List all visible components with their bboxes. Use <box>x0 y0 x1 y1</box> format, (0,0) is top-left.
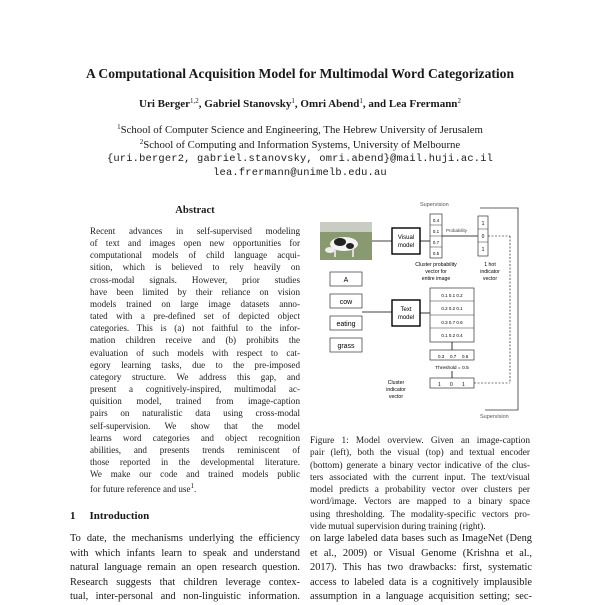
intro-line: on large labeled data bases such as ImageNet (Deng <box>310 533 532 544</box>
intro-line: tual, inter-personal and non-linguistic information. <box>70 591 300 602</box>
author-separator: , <box>198 98 202 110</box>
matrix-row: 0.3 0.7 0.6 <box>441 320 463 325</box>
vector-value: 0.5 <box>432 251 440 256</box>
caption-line: pair (left), both the visual (top) and textual encoder <box>310 448 530 459</box>
caption-line: vide mutual supervision during training (right). <box>310 522 486 533</box>
abstract-line: egory learning tasks, due to the pre-imposed <box>90 359 300 370</box>
supervision-top-label: Supervision <box>420 202 449 208</box>
abstract-line: evaluation of such models with respect to cat- <box>90 347 300 358</box>
intro-line: et al., 2009) or Visual Genome (Krishna et al., <box>310 547 532 559</box>
visual-model-box <box>392 228 420 254</box>
intro-left-column <box>70 532 300 605</box>
abstract-line: present a cognitively-inspired, multimodal ac- <box>90 384 300 395</box>
indicator-value: 1 <box>481 221 485 227</box>
affiliation-text: School of Computer Science and Engineering, The Hebrew University of Jerusalem <box>120 124 483 136</box>
abstract-line: tated with a pre-defined set of depicted object <box>90 311 300 322</box>
abstract-line: computational models of child language acqui- <box>90 250 300 261</box>
visual-model-label: model <box>397 243 415 249</box>
abstract-heading: Abstract <box>175 205 215 216</box>
author-name: Uri Berger <box>139 98 191 110</box>
abstract-line: categories. This is (a) not faithful to the infor- <box>90 323 300 334</box>
one-hot-label: indicator <box>480 269 500 275</box>
author-affil-mark: 1 <box>359 97 363 105</box>
abstract-line: models trained on large image datasets anno- <box>90 298 300 309</box>
visual-model-label: Visual <box>397 235 415 241</box>
author-name: Lea Frermann <box>388 98 458 110</box>
paper-title: A Computational Acquisition Model for Multimodal Word Categorization <box>85 66 515 81</box>
abstract-line: category structure. We address this gap, and <box>90 371 300 382</box>
matrix-row: 0.1 0.2 0.4 <box>441 333 463 338</box>
vector-value: 0.7 <box>450 354 457 359</box>
vector-value: 0.4 <box>432 218 440 223</box>
email-line-1: {uri.berger2, gabriel.stanovsky, omri.abend}@mail.huji.ac.il <box>106 153 494 165</box>
abstract-line: mation children receive and (b) prohibits the <box>90 335 300 346</box>
abstract-line: quisition model, trained from image-caption <box>90 396 300 407</box>
author-affil-mark: 1 <box>291 97 295 105</box>
intro-line: 2017). This has two drawbacks: first, systematic <box>310 562 532 573</box>
text-model-box <box>392 300 420 326</box>
author-name: Gabriel Stanovsky <box>204 98 292 110</box>
intro-line: access to labeled data is a cognitively implausible <box>310 576 532 588</box>
abstract-line-text: for future reference and use <box>90 484 191 495</box>
caption-line: using thresholding. The modality-specific vectors pro- <box>310 509 530 520</box>
cluster-prob-label: Cluster probability <box>415 262 457 268</box>
abstract-line: of text and images open new opportunities for <box>90 238 300 249</box>
intro-right-column <box>310 532 532 605</box>
one-hot-label: vector <box>482 276 498 282</box>
affil-mark: 1 <box>117 123 121 131</box>
email-line-2: lea.frermann@unimelb.edu.au <box>213 167 387 179</box>
text-model-label: Text <box>400 307 412 313</box>
one-hot-label: 1 hot <box>484 262 496 268</box>
footnote-mark: 1 <box>190 482 194 491</box>
word-token: grass <box>337 343 355 350</box>
vector-value: 0.1 <box>432 229 440 234</box>
caption-words <box>330 272 362 352</box>
sentence-end: . <box>193 484 197 495</box>
author-separator: , and <box>362 98 387 110</box>
abstract-body <box>90 225 300 495</box>
vector-value: 0.7 <box>432 240 440 245</box>
affil-mark: 2 <box>139 138 144 146</box>
caption-line: Figure 1: Model overview. Given an image-caption <box>310 436 530 446</box>
abstract-line: Recent advances in self-supervised modeling <box>90 226 300 236</box>
caption-line: ters associated with the current input. The text/visual <box>310 472 530 483</box>
cluster-indicator-label: vector <box>388 394 404 400</box>
author-list <box>0 97 600 110</box>
abstract-line: cross-modal signals. However, prior studies <box>90 274 300 285</box>
author-affil-mark: 1,2 <box>190 97 199 105</box>
word-probability-matrix <box>430 288 474 342</box>
affiliation-1 <box>0 123 600 136</box>
top-probability-vector <box>430 214 442 258</box>
matrix-row: 0.2 0.2 0.1 <box>441 306 463 311</box>
abstract-line: We make our code and trained models public <box>90 469 300 480</box>
word-token: cow <box>339 299 353 306</box>
abstract-line <box>90 480 300 495</box>
vector-value: 0.3 <box>438 354 445 359</box>
model-overview-figure <box>310 200 532 422</box>
caption-line: model predicts a probability vector over clusters per <box>310 485 530 496</box>
affiliation-text: School of Computing and Information Systems, University of Melbourne <box>143 139 461 151</box>
indicator-value: 0 <box>450 382 453 388</box>
abstract-line: self-supervision. We show that the model <box>90 420 300 431</box>
abstract-line: learns word categories and object recognition <box>90 432 300 443</box>
indicator-value: 1 <box>481 247 485 253</box>
supervision-bottom-label: Supervision <box>480 414 509 420</box>
abstract-line: abilities, and presents trends reminiscent of <box>90 444 300 455</box>
word-token: A <box>343 277 349 284</box>
text-model-label: model <box>397 315 415 321</box>
cluster-indicator-label: Cluster <box>387 380 405 386</box>
caption-line: word/image. Vectors are mapped to a binary space <box>310 497 530 508</box>
intro-line: assumption in a language acquisition setting; sec- <box>310 591 532 602</box>
abstract-line: pairs on naturalistic data using cross-modal <box>90 408 300 419</box>
intro-line: To date, the mechanisms underlying the efficiency <box>70 533 300 544</box>
word-token: eating <box>336 321 356 328</box>
intro-line: natural language remain an open research question. <box>70 562 300 573</box>
caption-line: (bottom) generate a binary vector indicative of the clus- <box>310 460 530 471</box>
abstract-line: those reported in the developmental literature. <box>90 456 300 467</box>
abstract-line: sition, which is believed to rely heavily on <box>90 262 300 273</box>
cluster-prob-label: entire image <box>421 276 451 282</box>
top-indicator-vector <box>478 216 488 256</box>
threshold-label: Probability <box>446 228 468 233</box>
matrix-row: 0.1 0.1 0.2 <box>441 293 463 298</box>
cluster-prob-label: vector for <box>425 269 447 275</box>
indicator-value: 1 <box>438 382 441 388</box>
section-heading <box>70 510 149 522</box>
section-number: 1 <box>70 510 76 522</box>
indicator-value: 0 <box>481 234 485 240</box>
indicator-value: 1 <box>462 382 465 388</box>
vector-value: 0.6 <box>462 354 469 359</box>
section-title: Introduction <box>89 510 150 522</box>
abstract-line: have been limited by their reliance on vision <box>90 286 300 297</box>
bottom-probability-vector <box>430 350 474 360</box>
threshold-label: Threshold = 0.5 <box>435 366 469 371</box>
author-separator: , <box>294 98 298 110</box>
author-affil-mark: 2 <box>457 97 461 105</box>
intro-line: Research suggests that children leverage contex- <box>70 576 300 588</box>
figure-caption <box>310 435 530 533</box>
cluster-indicator-label: indicator <box>386 387 406 393</box>
affiliation-2 <box>0 138 600 151</box>
cow-image <box>320 222 372 260</box>
author-name: Omri Abend <box>300 98 360 110</box>
intro-line: with which infants learn to speak and understand <box>70 547 300 559</box>
bottom-indicator-vector <box>430 378 474 388</box>
